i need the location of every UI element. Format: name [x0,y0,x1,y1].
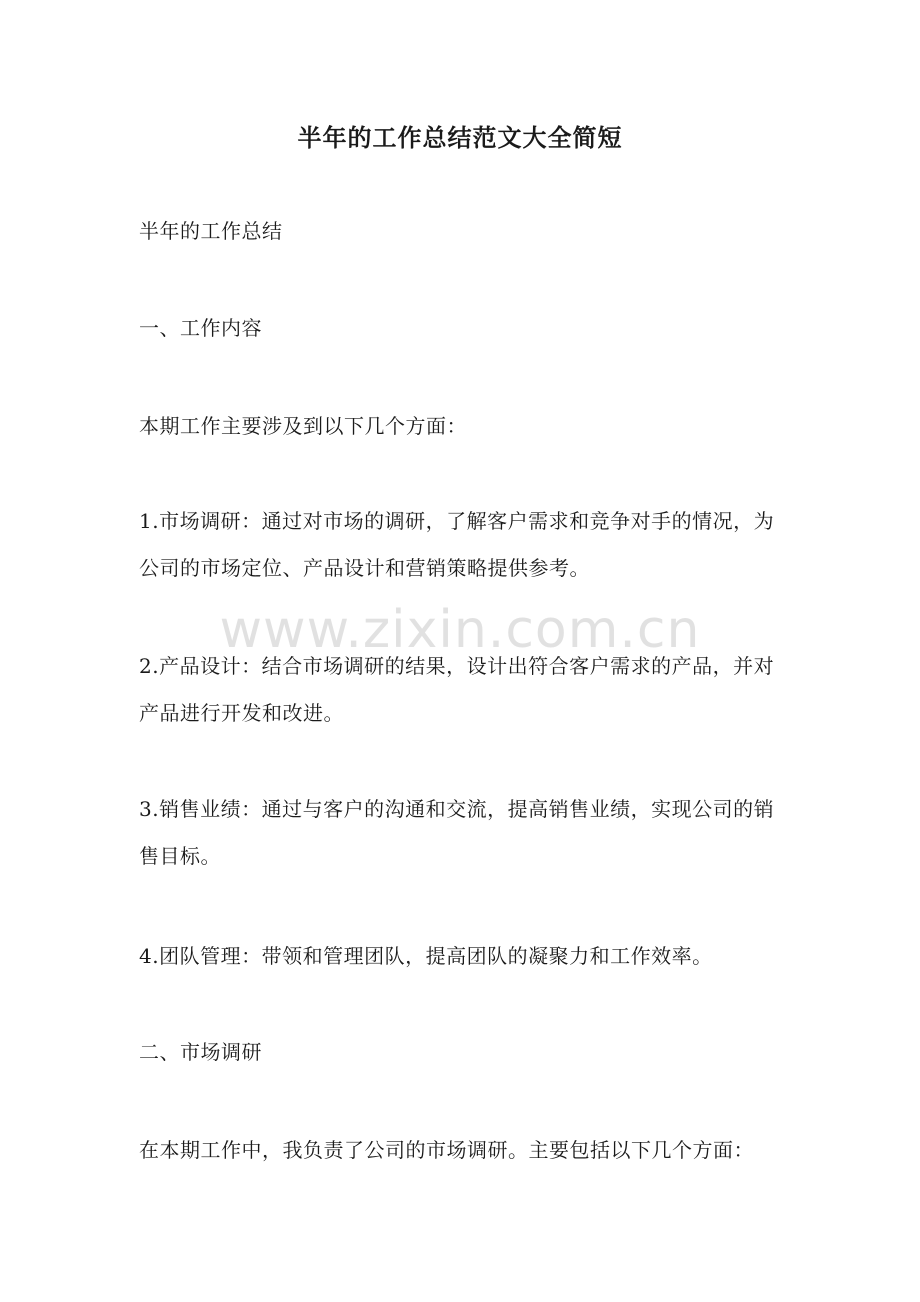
document-title: 半年的工作总结范文大全简短 [297,123,623,152]
paragraph-item-4: 4.团队管理：带领和管理团队，提高团队的凝聚力和工作效率。 [139,944,713,968]
paragraph-item-1: 1.市场调研：通过对市场的调研，了解客户需求和竞争对手的情况，为公司的市场定位、产品设计和营销策略提供参考。 [139,509,775,580]
paragraph-section-heading-1: 一、工作内容 [139,316,262,340]
paragraph-subtitle: 半年的工作总结 [139,219,283,243]
paragraph-intro: 本期工作主要涉及到以下几个方面： [139,414,467,438]
paragraph-item-2: 2.产品设计：结合市场调研的结果，设计出符合客户需求的产品，并对产品进行开发和改进。 [139,654,775,725]
paragraph-section-heading-2: 二、市场调研 [139,1040,262,1064]
paragraph-section-body: 在本期工作中，我负责了公司的市场调研。主要包括以下几个方面： [139,1138,754,1162]
watermark: www.zixin.com.cn [219,600,701,660]
paragraph-item-3: 3.销售业绩：通过与客户的沟通和交流，提高销售业绩，实现公司的销售目标。 [139,797,775,868]
